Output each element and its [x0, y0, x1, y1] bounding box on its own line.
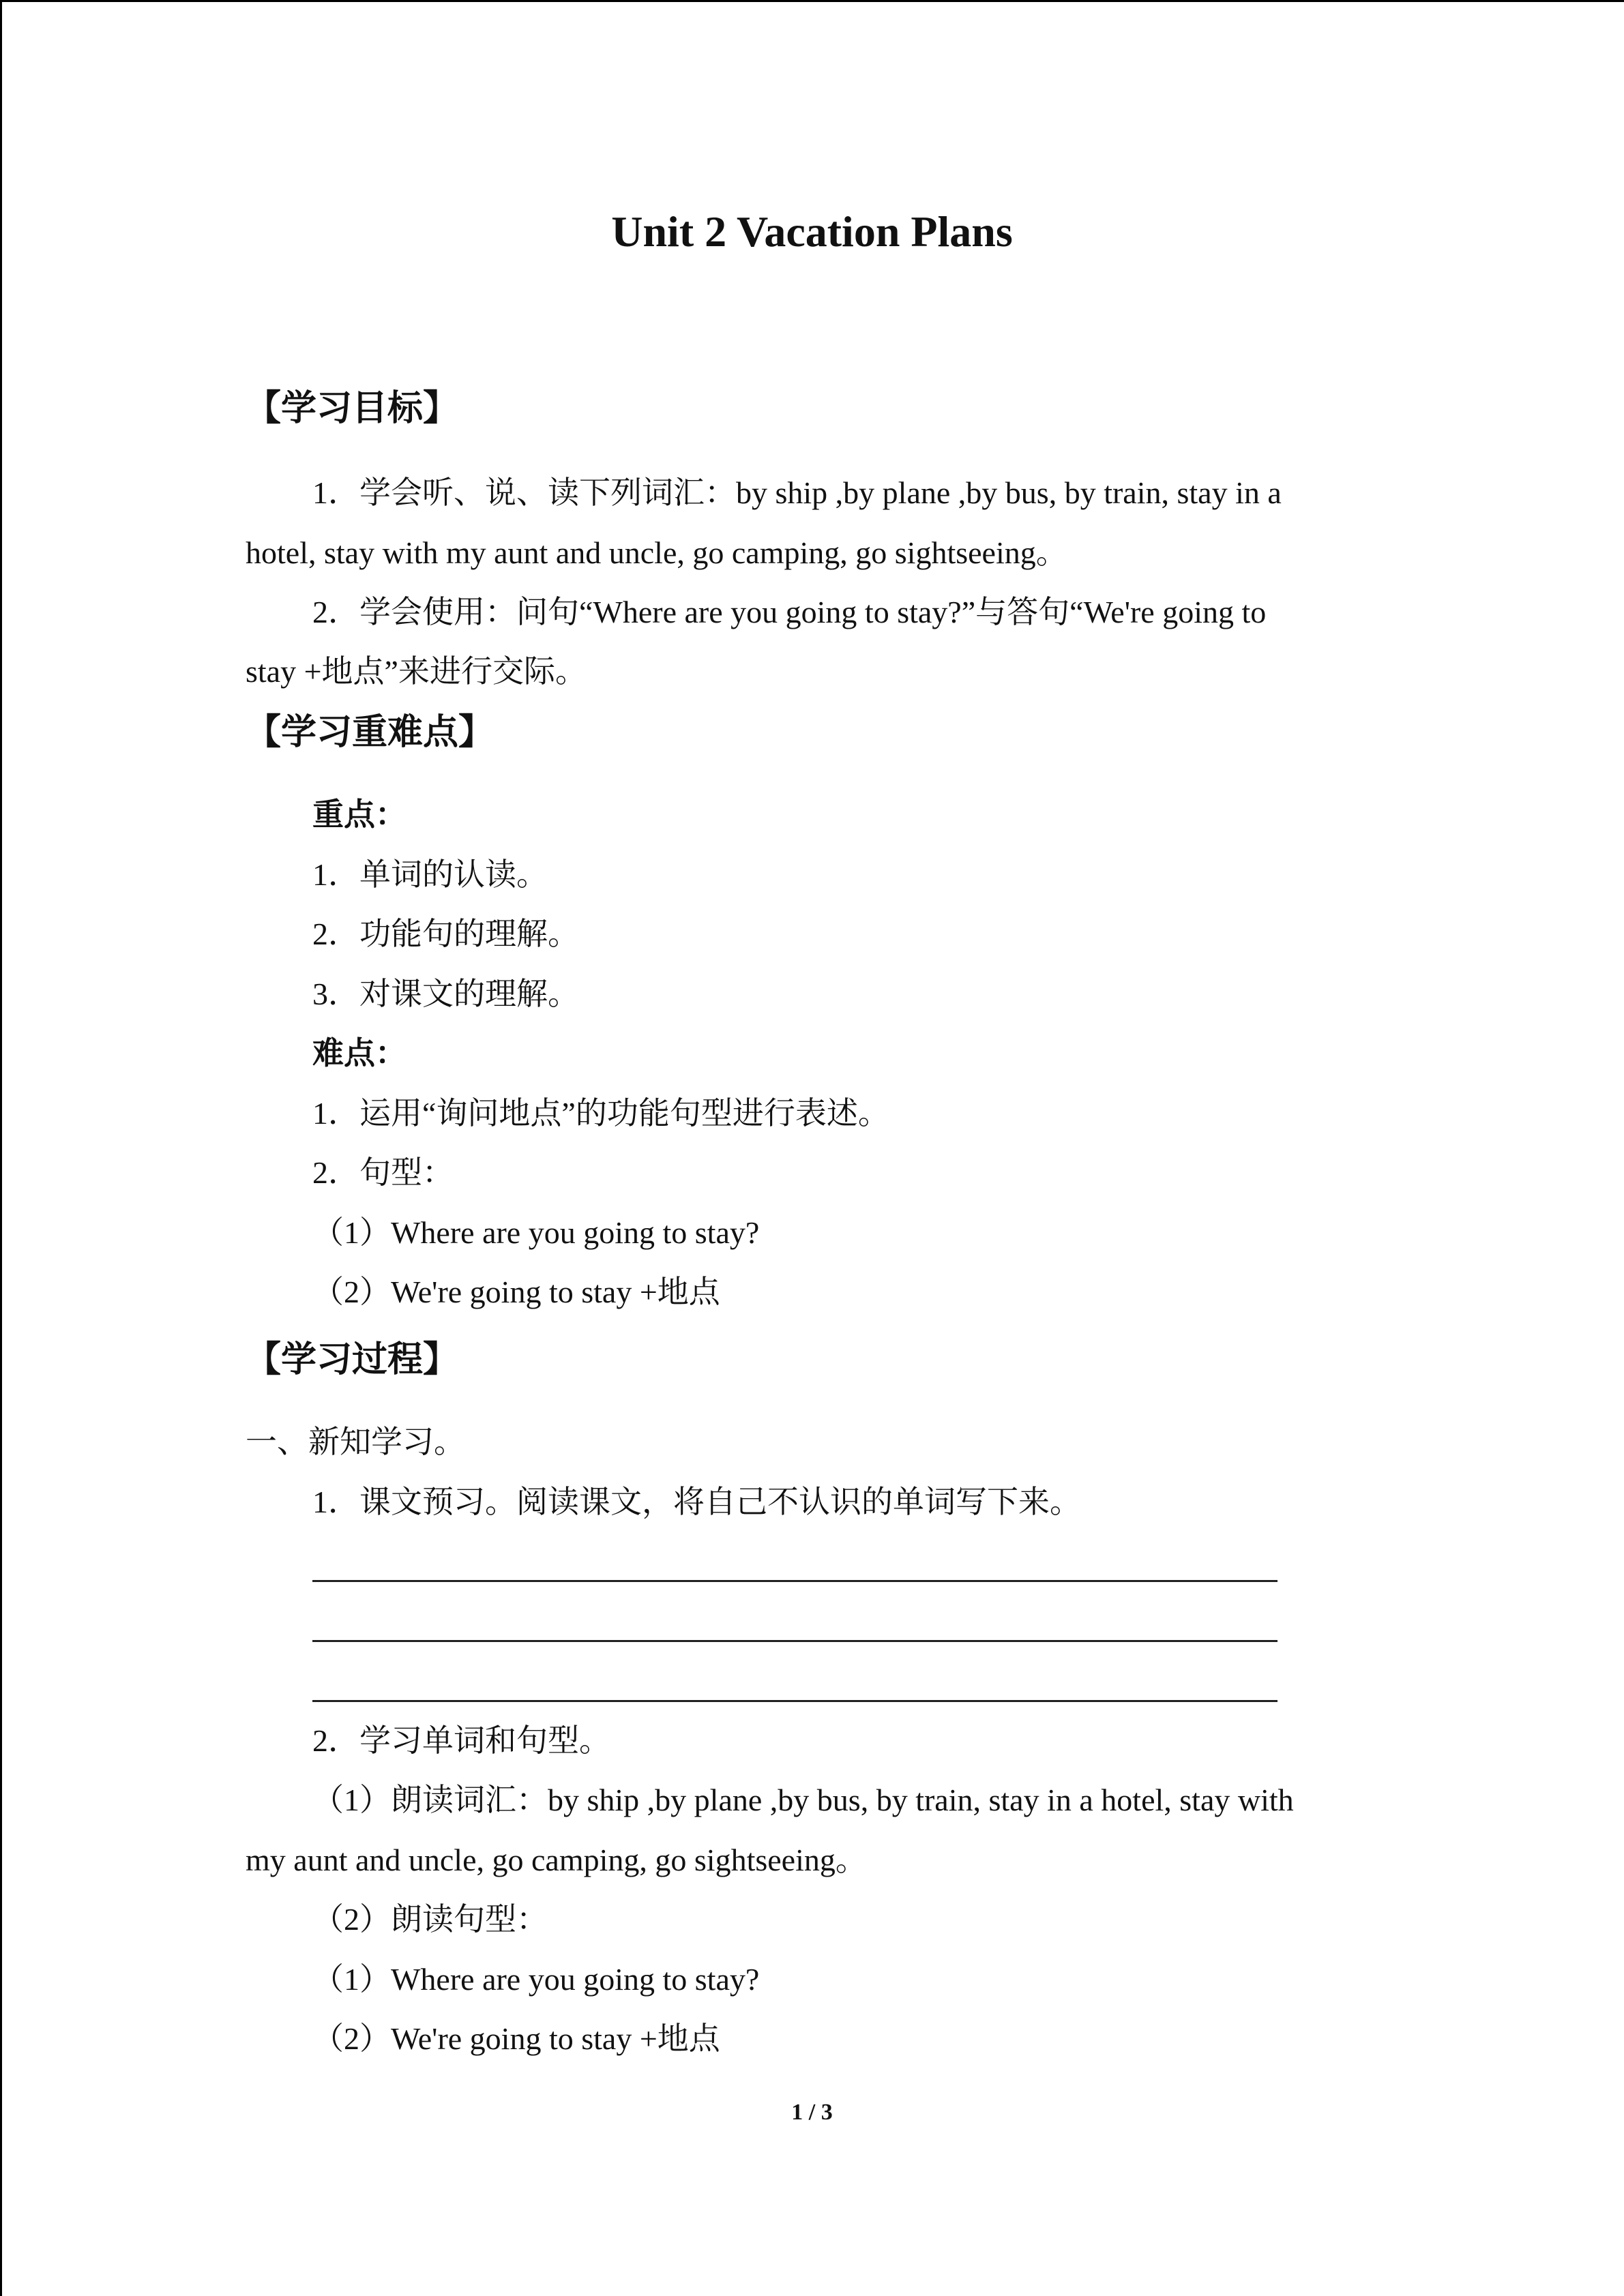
answer-blank-line-3[interactable]	[312, 1700, 1278, 1702]
read-words-line-1: （1）朗读词汇：by ship ,by plane ,by bus, by train, stay in a hotel, stay with	[312, 1783, 1294, 1817]
key-item-1: 1．单词的认读。	[312, 857, 548, 892]
difficult-sentence-1: （1）Where are you going to stay?	[312, 1215, 760, 1250]
difficult-item-2: 2．句型：	[312, 1155, 454, 1190]
process-step-2: 2．学习单词和句型。	[312, 1723, 610, 1758]
page-border-left	[0, 0, 2, 2296]
goal-item-2-line-2: stay +地点”来进行交际。	[246, 654, 587, 689]
process-step-1: 1．课文预习。阅读课文，将自己不认识的单词写下来。	[312, 1485, 1081, 1519]
goal-item-1-line-1: 1．学会听、说、读下列词汇：by ship ,by plane ,by bus, by train, stay in a	[312, 475, 1282, 510]
section-heading-process: 【学习过程】	[246, 1341, 459, 1380]
goal-item-1-line-2: hotel, stay with my aunt and uncle, go camping, go sightseeing。	[246, 535, 1067, 570]
goal-item-2-line-1: 2．学会使用：问句“Where are you going to stay?”与答句“We're going to	[312, 595, 1267, 629]
section-heading-key-points: 【学习重难点】	[246, 713, 494, 752]
process-part-1: 一、新知学习。	[246, 1425, 465, 1459]
read-sentences-label: （2）朗读句型：	[312, 1902, 548, 1937]
process-sentence-1: （1）Where are you going to stay?	[312, 1962, 760, 1997]
difficult-label: 难点：	[312, 1036, 407, 1071]
difficult-item-1: 1．运用“询问地点”的功能句型进行表述。	[312, 1096, 889, 1131]
document-title: Unit 2 Vacation Plans	[611, 207, 1013, 256]
read-words-line-2: my aunt and uncle, go camping, go sightseeing。	[246, 1843, 867, 1877]
page-border-top	[0, 0, 1624, 2]
section-heading-goals: 【学习目标】	[246, 389, 459, 428]
difficult-sentence-2: （2）We're going to stay +地点	[312, 1274, 720, 1309]
answer-blank-line-1[interactable]	[312, 1580, 1278, 1582]
process-sentence-2: （2）We're going to stay +地点	[312, 2021, 720, 2056]
key-item-2: 2．功能句的理解。	[312, 916, 579, 951]
key-label: 重点：	[312, 797, 407, 832]
key-item-3: 3．对课文的理解。	[312, 976, 579, 1011]
page-number: 1 / 3	[791, 2100, 833, 2125]
answer-blank-line-2[interactable]	[312, 1640, 1278, 1642]
